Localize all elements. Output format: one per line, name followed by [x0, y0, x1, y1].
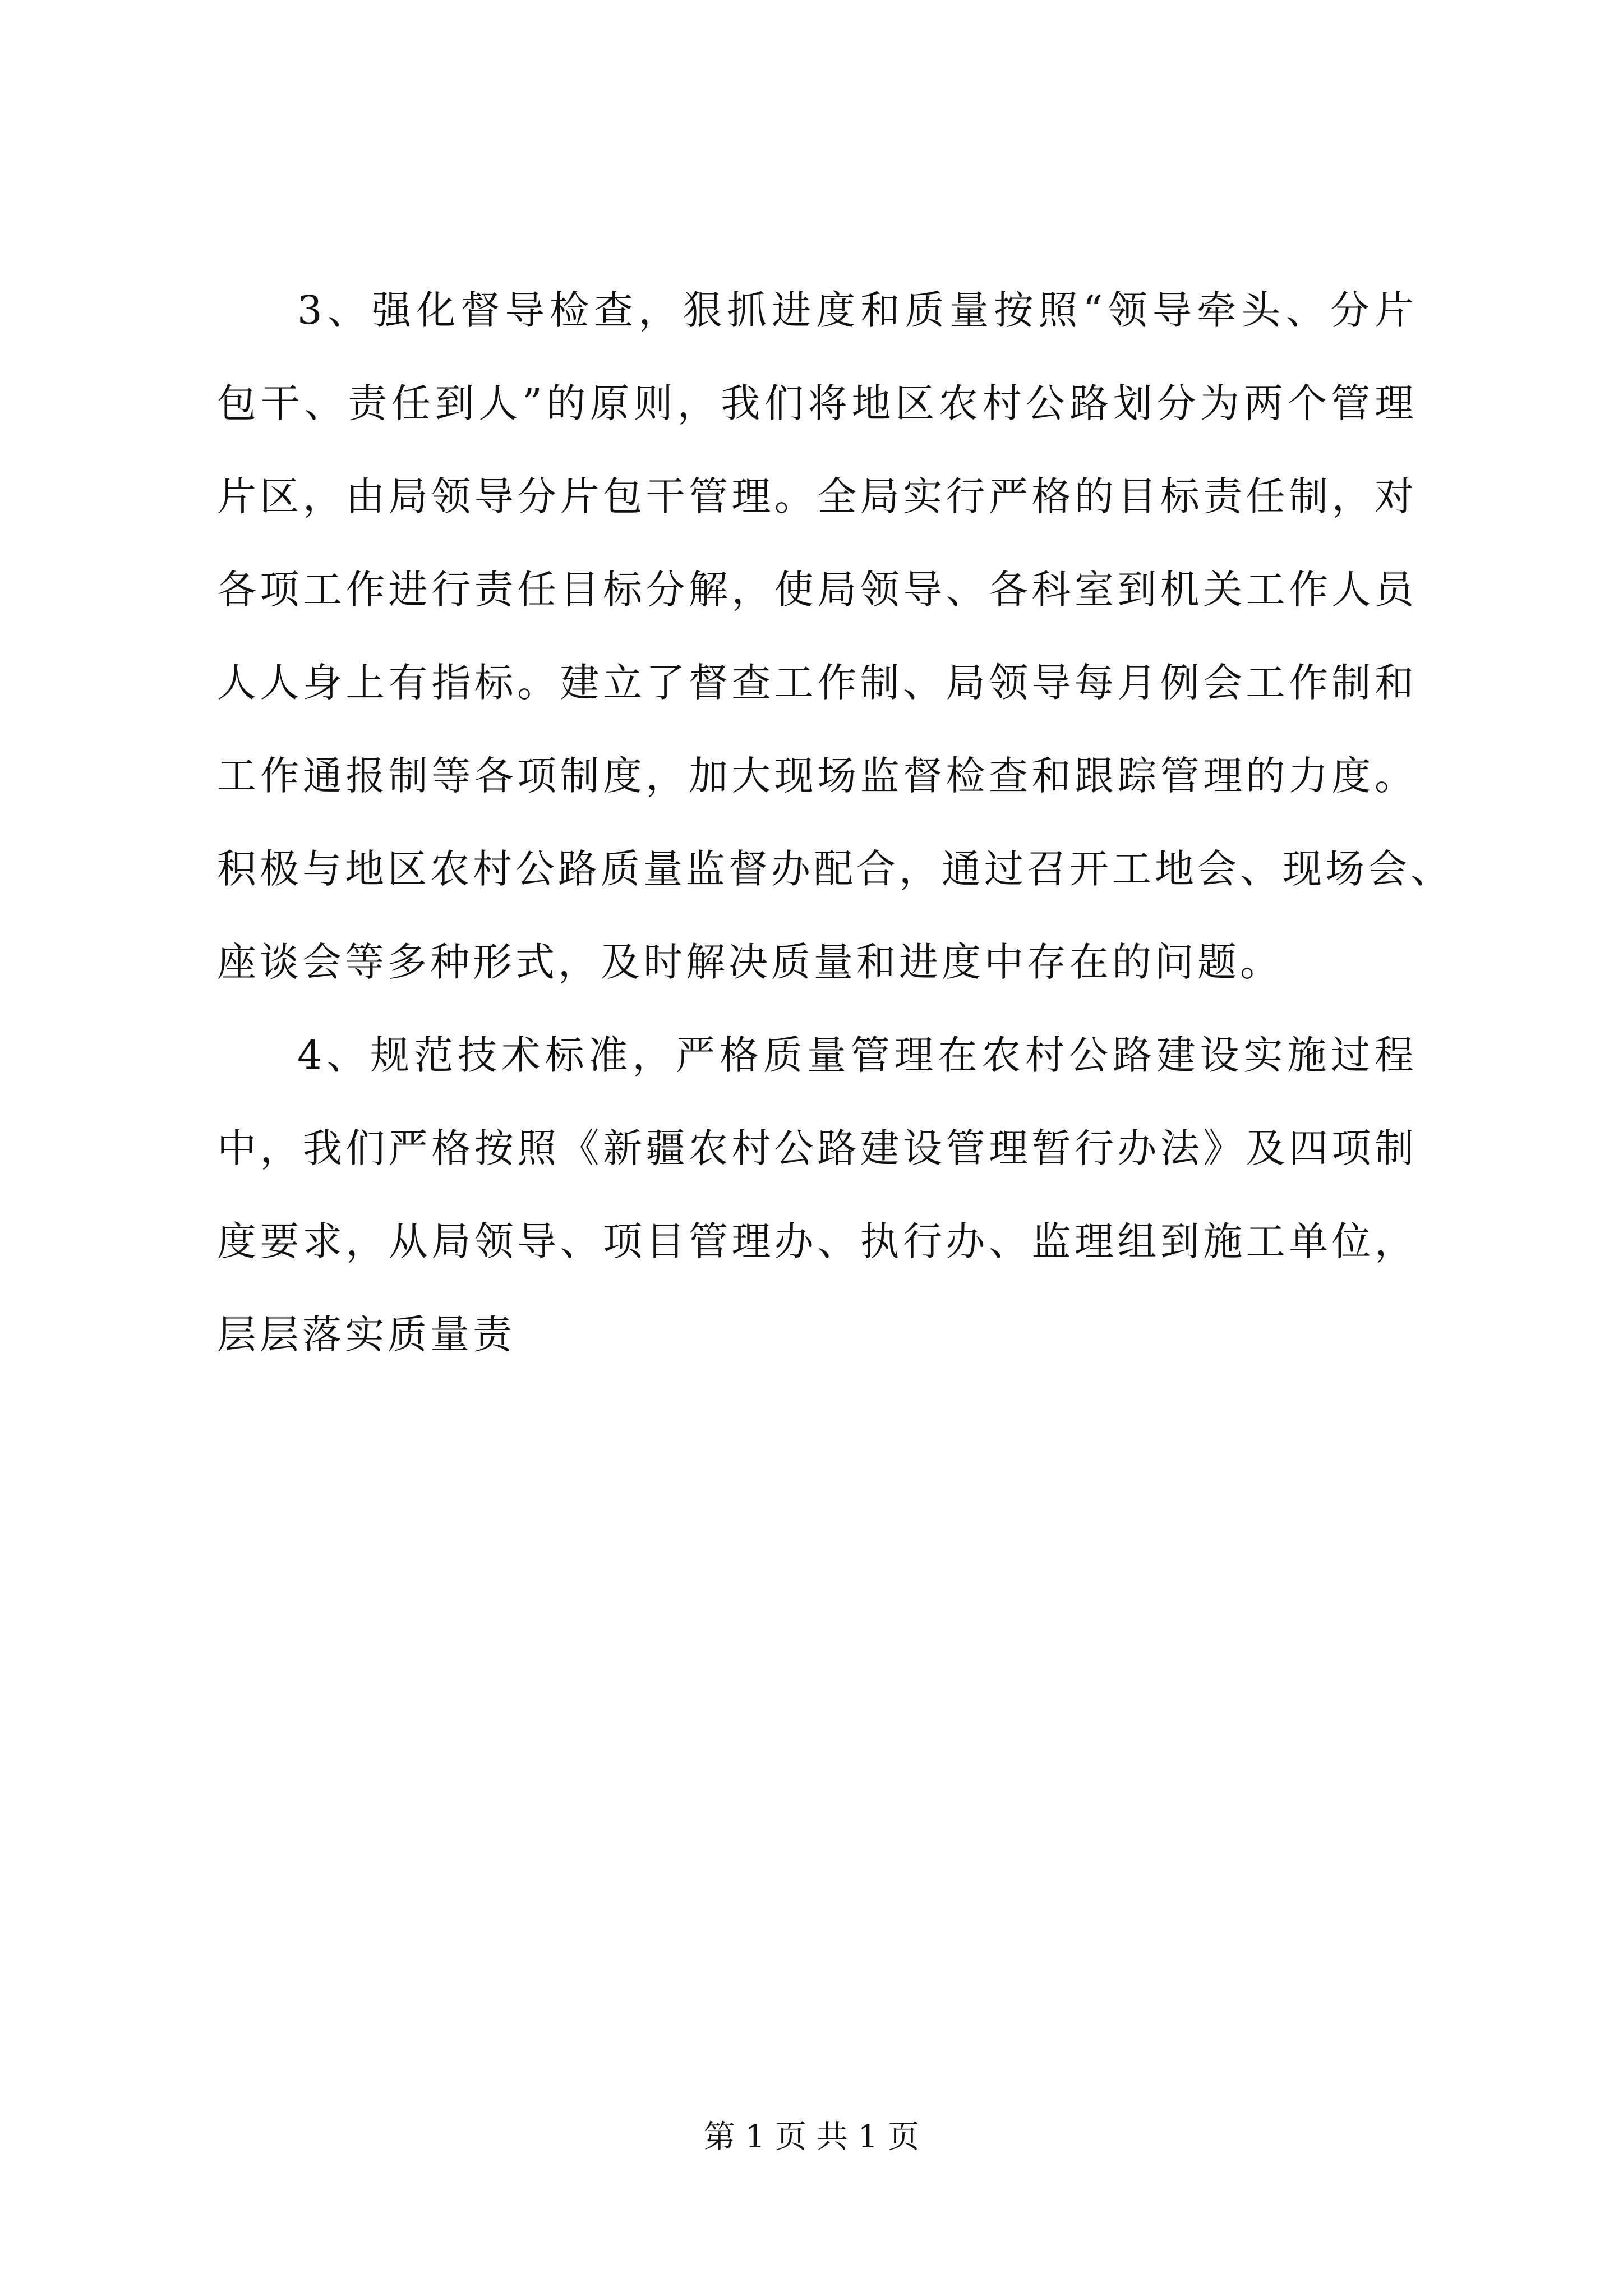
- paragraph-3: [217, 264, 1453, 1009]
- paragraph-line: 人人身上有指标。建立了督查工作制、局领导每月例会工作制和: [217, 660, 1417, 706]
- paragraph-line: 积极与地区农村公路质量监督办配合，通过召开工地会、现场会、: [217, 846, 1453, 892]
- paragraph-line: 层层落实质量责: [217, 1312, 515, 1358]
- document-body: [217, 264, 1453, 1381]
- paragraph-line: 度要求，从局领导、项目管理办、执行办、监理组到施工单位，: [217, 1218, 1417, 1264]
- paragraph-line: 中，我们严格按照《新疆农村公路建设管理暂行办法》及四项制: [217, 1125, 1417, 1171]
- paragraph-line: 片区，由局领导分片包干管理。全局实行严格的目标责任制，对: [217, 473, 1417, 519]
- paragraph-line: 3、强化督导检查，狠抓进度和质量按照“领导牵头、分片: [297, 287, 1417, 333]
- paragraph-4: [217, 1009, 1417, 1381]
- paragraph-line: 4、规范技术标准，严格质量管理在农村公路建设实施过程: [297, 1032, 1417, 1078]
- paragraph-line: 座谈会等多种形式，及时解决质量和进度中存在的问题。: [217, 939, 1283, 985]
- page-number-footer: 第 1 页 共 1 页: [703, 2119, 920, 2155]
- paragraph-line: 包干、责任到人”的原则，我们将地区农村公路划分为两个管理: [217, 380, 1417, 426]
- paragraph-line: 各项工作进行责任目标分解，使局领导、各科室到机关工作人员: [217, 567, 1417, 613]
- paragraph-line: 工作通报制等各项制度，加大现场监督检查和跟踪管理的力度。: [217, 753, 1417, 799]
